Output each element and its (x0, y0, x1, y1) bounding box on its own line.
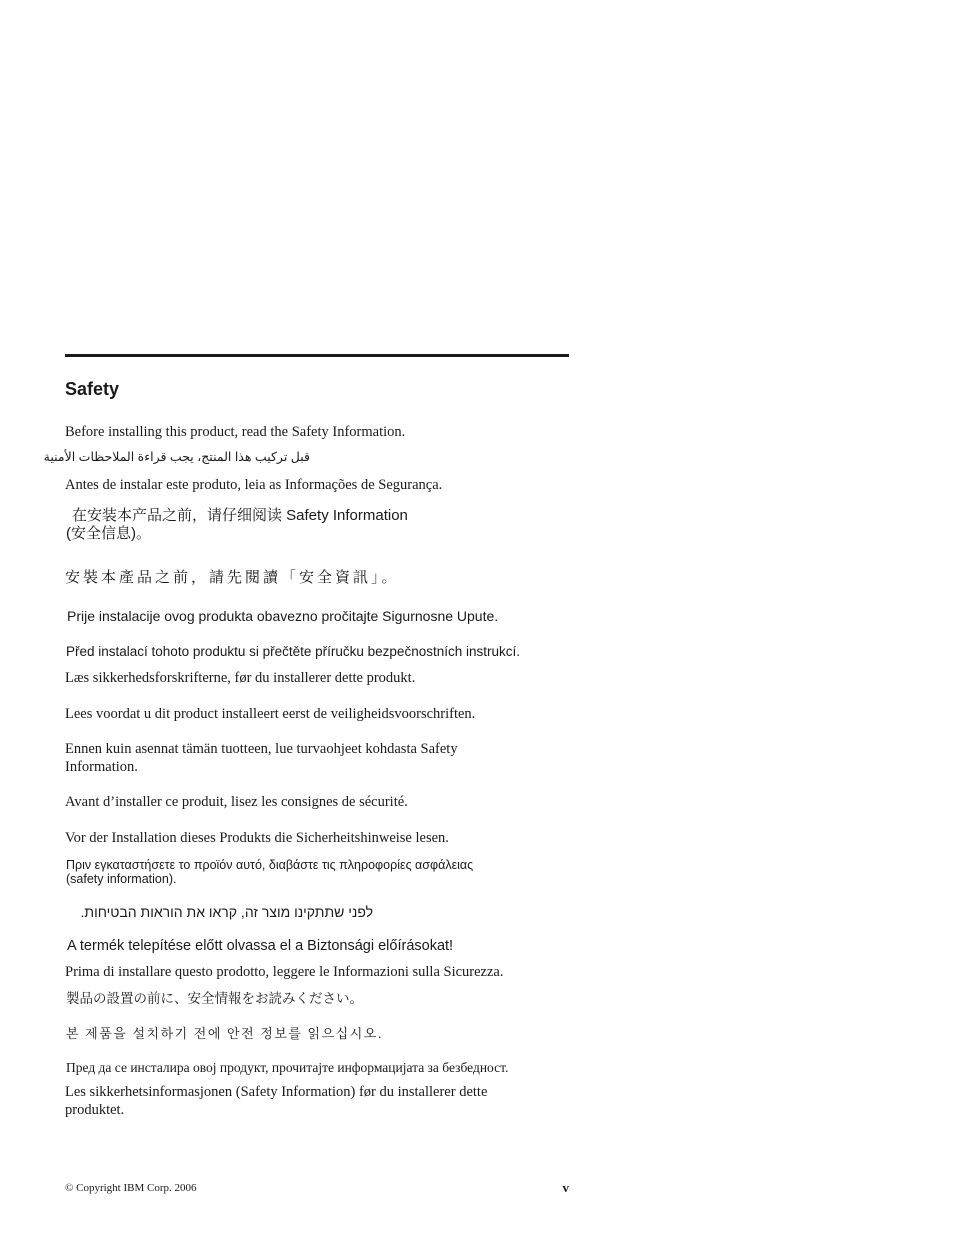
page-number: v (562, 1180, 569, 1195)
section-rule (65, 354, 569, 357)
notice-finnish: Ennen kuin asennat tämän tuotteen, lue turvaohjeet kohdasta Safety Information. (65, 741, 458, 775)
notice-arabic: قبل تركيب هذا المنتج، يجب قراءة الملاحظات الأمنية (43, 450, 310, 464)
notice-french: Avant d’installer ce produit, lisez les consignes de sécurité. (65, 794, 408, 810)
notice-hungarian: A termék telepítése előtt olvassa el a Biztonsági előírásokat! (67, 938, 454, 954)
section-heading: Safety (65, 379, 120, 399)
notice-greek-line1: Πριν εγκαταστήσετε το προϊόν αυτό, διαβάστε τις πληροφορίες ασφάλειας (66, 858, 474, 872)
notice-chinese-simplified-line1: 在安装本产品之前，请仔细阅读 Safety Information (72, 507, 408, 524)
notice-japanese: 製品の設置の前に、安全情報をお読みください。 (66, 991, 363, 1006)
notice-german: Vor der Installation dieses Produkts die Sicherheitshinweise lesen. (65, 830, 449, 846)
notice-chinese-traditional: 安裝本產品之前，請先閱讀「安全資訊」。 (65, 570, 400, 586)
notice-italian: Prima di installare questo prodotto, leggere le Informazioni sulla Sicurezza. (65, 964, 504, 980)
copyright-notice: © Copyright IBM Corp. 2006 (65, 1182, 197, 1194)
notice-hebrew: לפני שתתקינו מוצר זה, קראו את הוראות הבטיחות. (80, 904, 373, 920)
notice-croatian: Prije instalacije ovog produkta obavezno pročitajte Sigurnosne Upute. (67, 608, 499, 624)
notice-korean: 본 제품을 설치하기 전에 안전 정보를 읽으십시오. (66, 1026, 383, 1041)
notice-norwegian: Les sikkerhetsinformasjonen (Safety Information) før du installerer dette produktet. (65, 1084, 488, 1118)
notice-danish: Læs sikkerhedsforskrifterne, før du installerer dette produkt. (65, 670, 416, 686)
notice-dutch: Lees voordat u dit product installeert eerst de veiligheidsvoorschriften. (65, 706, 476, 722)
notice-portuguese: Antes de instalar este produto, leia as Informações de Segurança. (65, 477, 443, 493)
notice-czech: Před instalací tohoto produktu si přečtěte příručku bezpečnostních instrukcí. (66, 644, 520, 659)
notice-greek-line2: (safety information). (66, 872, 177, 886)
notice-macedonian: Пред да се инсталира овој продукт, прочитајте информацијата за безбедност. (66, 1060, 509, 1075)
notice-english: Before installing this product, read the Safety Information. (65, 424, 406, 440)
notice-chinese-simplified-line2: (安全信息)。 (66, 525, 151, 542)
